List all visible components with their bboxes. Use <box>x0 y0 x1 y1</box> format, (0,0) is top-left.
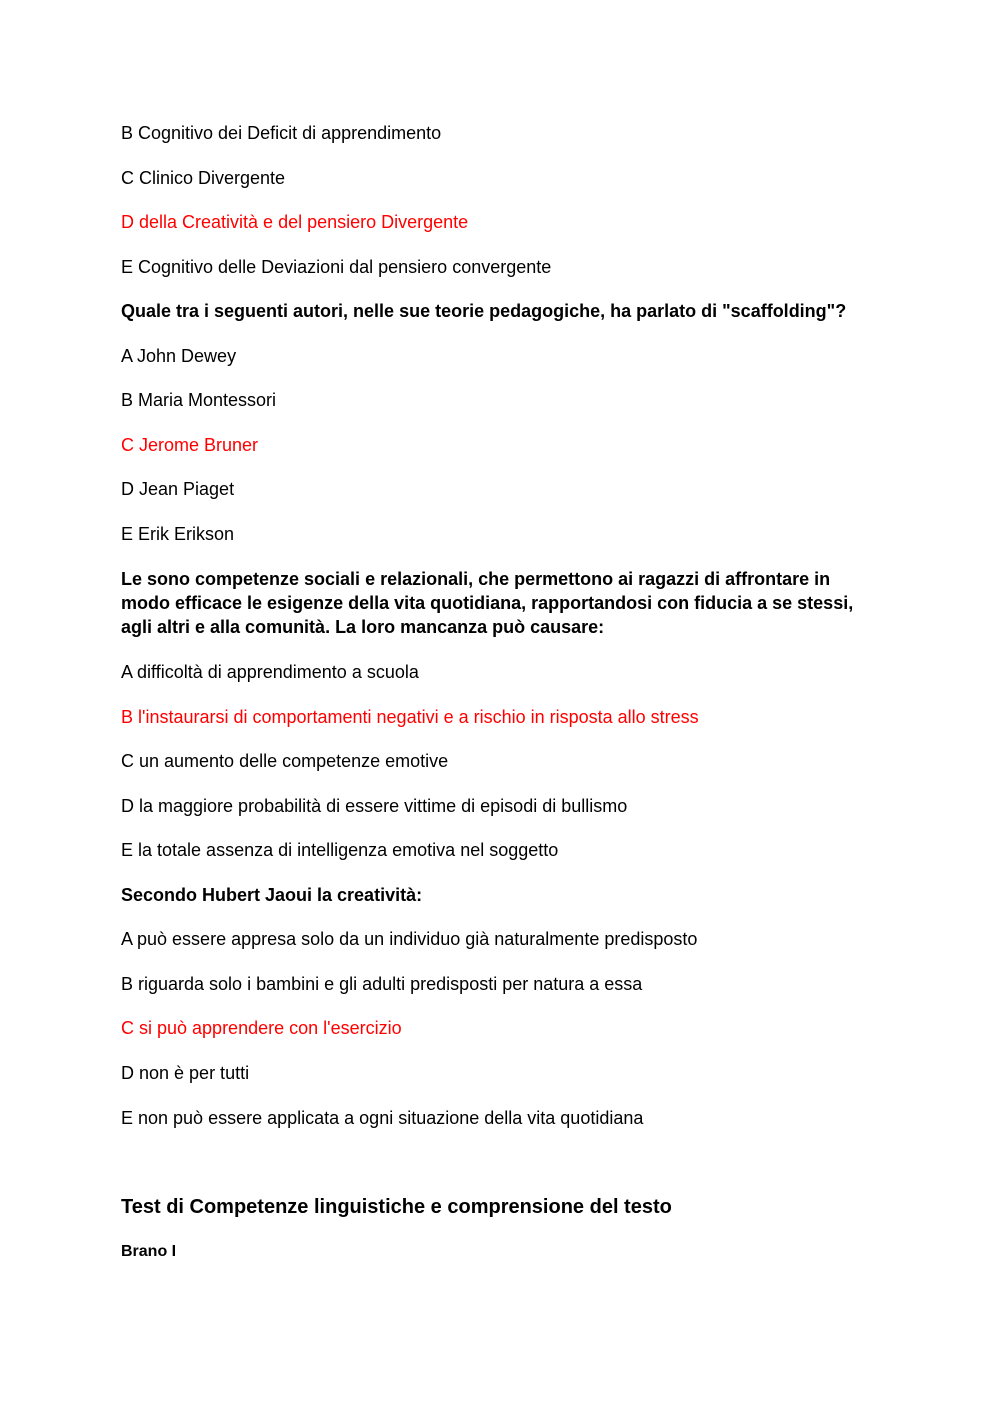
answer-option: E Cognitivo delle Deviazioni dal pensiero convergente <box>121 257 552 277</box>
section-subtitle: Brano I <box>121 1243 177 1260</box>
answer-option: B Cognitivo dei Deficit di apprendimento <box>121 123 442 143</box>
question-text: Secondo Hubert Jaoui la creatività: <box>121 885 423 905</box>
answer-option-correct: C si può apprendere con l'esercizio <box>121 1018 402 1038</box>
answer-option: A può essere appresa solo da un individuo già naturalmente predisposto <box>121 929 698 949</box>
answer-option: B Maria Montessori <box>121 390 277 410</box>
answer-option: C Clinico Divergente <box>121 168 286 188</box>
answer-option: A John Dewey <box>121 346 237 366</box>
answer-option: D Jean Piaget <box>121 479 235 499</box>
answer-option-correct: C Jerome Bruner <box>121 435 259 455</box>
answer-option: B riguarda solo i bambini e gli adulti predisposti per natura a essa <box>121 974 643 994</box>
answer-option-correct: D della Creatività e del pensiero Divergente <box>121 212 469 232</box>
answer-option: C un aumento delle competenze emotive <box>121 751 449 771</box>
answer-option: D la maggiore probabilità di essere vittime di episodi di bullismo <box>121 796 628 816</box>
answer-option: D non è per tutti <box>121 1063 250 1083</box>
answer-option-correct: B l'instaurarsi di comportamenti negativi e a rischio in risposta allo stress <box>121 707 699 727</box>
answer-option: E non può essere applicata a ogni situazione della vita quotidiana <box>121 1108 644 1128</box>
answer-option: E la totale assenza di intelligenza emotiva nel soggetto <box>121 840 559 860</box>
question-text: Quale tra i seguenti autori, nelle sue teorie pedagogiche, ha parlato di "scaffolding"? <box>121 301 847 321</box>
answer-option: A difficoltà di apprendimento a scuola <box>121 662 419 682</box>
section-title: Test di Competenze linguistiche e comprensione del testo <box>121 1196 672 1218</box>
answer-option: E Erik Erikson <box>121 524 235 544</box>
question-text: Le sono competenze sociali e relazionali, che permettono ai ragazzi di affrontare in modo efficace le esigenze della vita quotidiana, rapportandosi con fiducia a se stessi, agli altri e alla comunità. La loro mancanza può causare: <box>121 569 854 637</box>
